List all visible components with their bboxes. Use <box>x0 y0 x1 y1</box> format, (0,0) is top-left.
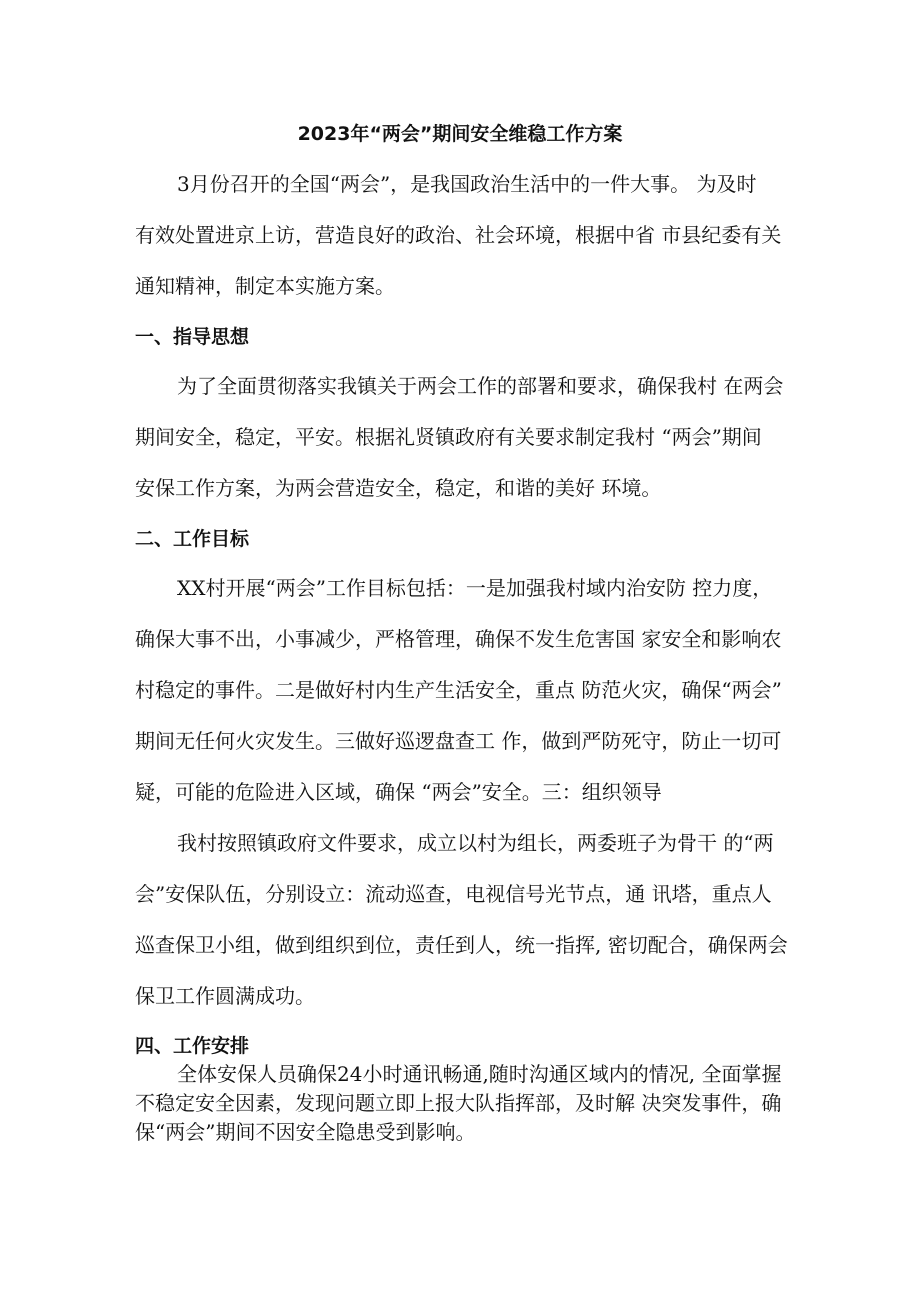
paragraph-line: 保“两会”期间不因安全隐患受到影响。 <box>135 1120 476 1144</box>
paragraph-line: 不稳定安全因素，发现问题立即上报大队指挥部，及时解 决突发事件，确 <box>135 1091 782 1115</box>
paragraph-line: 期间无任何火灾发生。三做好巡逻盘查工 作，做到严防死守，防止一切可 <box>135 729 782 753</box>
paragraph-line: 村稳定的事件。二是做好村内生产生活安全，重点 防范火灾，确保“两会” <box>135 678 782 702</box>
paragraph-line: 有效处置进京上访，营造良好的政治、社会环境，根据中省 市县纪委有关 <box>135 223 782 247</box>
paragraph-line: 全体安保人员确保24小时通讯畅通,随时沟通区域内的情况, 全面掌握 <box>177 1062 782 1086</box>
paragraph-line: 为了全面贯彻落实我镇关于两会工作的部署和要求，确保我村 在两会 <box>177 374 784 398</box>
paragraph-line: 安保工作方案，为两会营造安全，稳定，和谐的美好 环境。 <box>135 476 662 500</box>
section2-paragraph <box>135 563 795 818</box>
paragraph-line: 巡查保卫小组，做到组织到位，责任到人，统一指挥, 密切配合，确保两会 <box>135 933 788 957</box>
section-heading-guiding-thought: 一、指导思想 <box>135 326 250 348</box>
section-heading-work-arrangement: 四、工作安排 <box>135 1035 250 1057</box>
paragraph-line: 我村按照镇政府文件要求，成立以村为组长，两委班子为骨干 的“两 <box>177 831 774 855</box>
paragraph-line: 通知精神，制定本实施方案。 <box>135 274 395 298</box>
section4-paragraph <box>135 1060 795 1147</box>
document-title: 2023年“两会”期间安全维稳工作方案 <box>297 123 623 145</box>
organization-paragraph <box>135 818 795 1022</box>
section-heading-work-goals: 二、工作目标 <box>135 528 250 550</box>
paragraph-line: 会”安保队伍，分别设立：流动巡查，电视信号光节点，通 讯塔，重点人 <box>135 882 772 906</box>
paragraph-line: 期间安全，稳定，平安。根据礼贤镇政府有关要求制定我村 “两会”期间 <box>135 425 762 449</box>
paragraph-line: 保卫工作圆满成功。 <box>135 984 315 1008</box>
paragraph-line: XX村开展“两会”工作目标包括：一是加强我村域内治安防 控力度， <box>177 576 773 600</box>
paragraph-line: 确保大事不出，小事减少，严格管理，确保不发生危害国 家安全和影响农 <box>135 627 782 651</box>
paragraph-line: 疑，可能的危险进入区域，确保 “两会”安全。三：组织领导 <box>135 780 662 804</box>
intro-paragraph <box>135 159 795 312</box>
paragraph-line: 3月份召开的全国“两会”，是我国政治生活中的一件大事。 为及时 <box>177 172 757 196</box>
section1-paragraph <box>135 361 795 514</box>
